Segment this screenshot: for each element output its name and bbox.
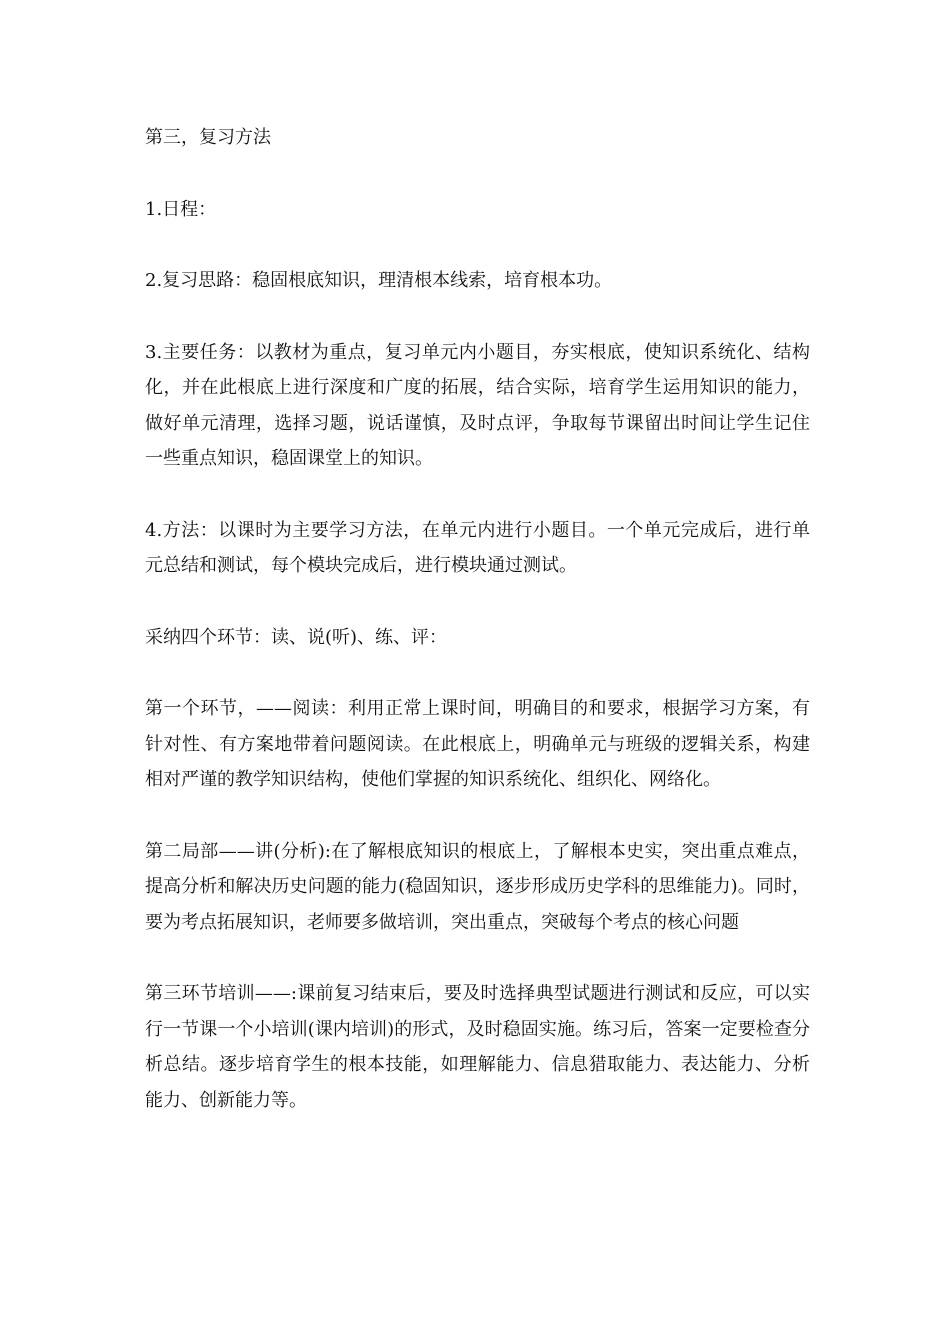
section-heading: 第三，复习方法 [145,127,271,148]
paragraph-methods: 4.方法：以课时为主要学习方法，在单元内进行小题目。一个单元完成后，进行单元总结和测试，每个模块完成后，进行模块通过测试。 [145,519,810,576]
paragraph-main-tasks: 3.主要任务：以教材为重点，复习单元内小题目，夯实根底，使知识系统化、结构化，并在此根底上进行深度和广度的拓展，结合实际，培育学生运用知识的能力，做好单元清理，选择习题，说话谨慎，及时点评，争取每节课留出时间让学生记住一些重点知识，稳固课堂上的知识。 [145,341,810,469]
paragraph-four-stages: 采纳四个环节：读、说(听)、练、评： [145,626,448,648]
paragraph-stage-analysis: 第二局部——讲(分析):在了解根底知识的根底上，了解根本史实，突出重点难点，提高分析和解决历史问题的能力(稳固知识，逐步形成历史学科的思维能力)。同时，要为考点拓展知识，老师要多做培训，突出重点，突破每个考点的核心问题 [145,840,810,933]
document-body [145,120,810,1154]
paragraph-stage-training: 第三环节培训——:课前复习结束后，要及时选择典型试题进行测试和反应，可以实行一节课一个小培训(课内培训)的形式，及时稳固实施。练习后，答案一定要检查分析总结。逐步培育学生的根本技能，如理解能力、信息猎取能力、表达能力、分析能力、创新能力等。 [145,983,810,1111]
paragraph-schedule: 1.日程： [145,198,217,220]
paragraph-review-approach: 2.复习思路：稳固根底知识，理清根本线索，培育根本功。 [145,270,613,291]
paragraph-stage-reading: 第一个环节，——阅读：利用正常上课时间，明确目的和要求，根据学习方案，有针对性、有方案地带着问题阅读。在此根底上，明确单元与班级的逻辑关系，构建相对严谨的教学知识结构，使他们掌握的知识系统化、组织化、网络化。 [145,698,810,790]
